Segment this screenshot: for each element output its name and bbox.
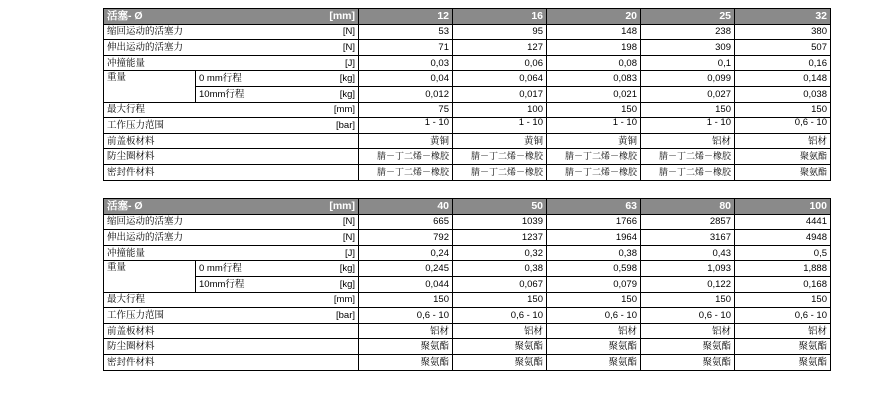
value-cell: 0,5 (735, 245, 831, 261)
value-cell: 0,245 (359, 261, 453, 277)
table-row (104, 149, 831, 165)
value-cell: 0,32 (453, 245, 547, 261)
value-cell: 1766 (547, 214, 641, 230)
value-cell: 0,064 (453, 71, 547, 87)
piston-diameter-label: 活塞- Ø (104, 199, 308, 215)
value-cell: 聚氨酯 (453, 339, 547, 355)
bore-size: 16 (453, 9, 547, 25)
value-cell: 腈－丁二烯－橡胶 (453, 164, 547, 180)
value-cell: 腈－丁二烯－橡胶 (641, 149, 735, 165)
bore-size: 32 (735, 9, 831, 25)
value-cell: 铝材 (547, 323, 641, 339)
unit-cell: [mm] (308, 292, 359, 308)
value-cell: 150 (359, 292, 453, 308)
value-cell: 黄铜 (453, 133, 547, 149)
value-cell: 0,38 (547, 245, 641, 261)
sub-label: 0 mm行程 (196, 71, 308, 87)
table-row (104, 40, 831, 56)
value-cell: 71 (359, 40, 453, 56)
value-cell: 1964 (547, 230, 641, 246)
row-label: 重量 (104, 261, 196, 292)
value-cell: 75 (359, 102, 453, 118)
value-cell: 4948 (735, 230, 831, 246)
table-row (104, 118, 831, 134)
unit-cell: [mm] (308, 199, 359, 215)
row-label: 前盖板材料 (104, 133, 308, 149)
value-cell: 1237 (453, 230, 547, 246)
value-cell: 黄铜 (359, 133, 453, 149)
spec-table-small-bores (103, 8, 831, 181)
bore-size: 20 (547, 9, 641, 25)
value-cell: 聚氨酯 (735, 164, 831, 180)
value-cell (547, 118, 641, 134)
unit-cell (308, 354, 359, 370)
row-label: 防尘圈材料 (104, 149, 308, 165)
unit-cell: [bar] (308, 308, 359, 324)
table-row (104, 308, 831, 324)
value-cell: 148 (547, 24, 641, 40)
value-text: 1 - 10 (518, 117, 543, 128)
value-cell: 聚氨酯 (641, 339, 735, 355)
value-cell: 0,1 (641, 55, 735, 71)
value-cell: 3167 (641, 230, 735, 246)
value-cell: 4441 (735, 214, 831, 230)
value-cell: 150 (547, 102, 641, 118)
table-row (104, 230, 831, 246)
sub-label: 10mm行程 (196, 276, 308, 292)
value-cell: 0,099 (641, 71, 735, 87)
value-cell: 0,021 (547, 86, 641, 102)
value-cell: 309 (641, 40, 735, 56)
unit-cell (308, 149, 359, 165)
value-cell: 150 (735, 102, 831, 118)
unit-cell: [J] (308, 245, 359, 261)
table-row (104, 55, 831, 71)
value-cell: 150 (641, 102, 735, 118)
value-cell: 53 (359, 24, 453, 40)
value-cell: 150 (453, 292, 547, 308)
value-cell: 0,017 (453, 86, 547, 102)
table-row (104, 292, 831, 308)
value-cell (641, 118, 735, 134)
bore-size: 80 (641, 199, 735, 215)
row-label: 密封件材料 (104, 354, 308, 370)
row-label: 伸出运动的活塞力 (104, 40, 308, 56)
value-cell: 腈－丁二烯－橡胶 (641, 164, 735, 180)
value-cell: 铝材 (641, 323, 735, 339)
value-cell: 238 (641, 24, 735, 40)
value-cell: 0,6 - 10 (547, 308, 641, 324)
value-cell: 0,079 (547, 276, 641, 292)
value-cell: 198 (547, 40, 641, 56)
row-label: 冲撞能量 (104, 245, 308, 261)
value-text: 1 - 10 (706, 117, 731, 128)
value-cell: 127 (453, 40, 547, 56)
value-cell: 0,012 (359, 86, 453, 102)
value-cell: 聚氨酯 (453, 354, 547, 370)
unit-cell: [N] (308, 24, 359, 40)
unit-cell: [N] (308, 214, 359, 230)
table-row (104, 245, 831, 261)
value-cell: 0,04 (359, 71, 453, 87)
unit-cell: [kg] (308, 276, 359, 292)
value-cell: 聚氨酯 (735, 339, 831, 355)
value-text: 1 - 10 (424, 117, 449, 128)
value-cell: 0,06 (453, 55, 547, 71)
row-label: 最大行程 (104, 102, 308, 118)
value-cell: 黄铜 (547, 133, 641, 149)
value-cell: 0,38 (453, 261, 547, 277)
table-row (104, 71, 831, 87)
table-row (104, 354, 831, 370)
value-cell: 聚氨酯 (547, 339, 641, 355)
value-cell: 2857 (641, 214, 735, 230)
bore-size: 100 (735, 199, 831, 215)
value-cell: 0,067 (453, 276, 547, 292)
row-label: 重量 (104, 71, 196, 102)
table-row (104, 339, 831, 355)
table-row (104, 164, 831, 180)
row-label: 最大行程 (104, 292, 308, 308)
row-label: 前盖板材料 (104, 323, 308, 339)
bore-size: 12 (359, 9, 453, 25)
value-cell: 0,044 (359, 276, 453, 292)
value-cell: 150 (547, 292, 641, 308)
value-cell: 0,598 (547, 261, 641, 277)
table-row (104, 102, 831, 118)
row-label: 伸出运动的活塞力 (104, 230, 308, 246)
value-cell: 聚氨酯 (735, 149, 831, 165)
value-cell: 铝材 (735, 323, 831, 339)
value-text: 1 - 10 (612, 117, 637, 128)
value-cell: 1039 (453, 214, 547, 230)
value-cell: 0,16 (735, 55, 831, 71)
value-cell: 0,6 - 10 (735, 308, 831, 324)
row-label: 缩回运动的活塞力 (104, 214, 308, 230)
piston-diameter-label: 活塞- Ø (104, 9, 308, 25)
unit-cell: [kg] (308, 71, 359, 87)
row-label: 工作压力范围 (104, 118, 308, 134)
sub-label: 0 mm行程 (196, 261, 308, 277)
unit-cell: [kg] (308, 86, 359, 102)
value-cell (453, 118, 547, 134)
sub-label: 10mm行程 (196, 86, 308, 102)
value-cell: 铝材 (453, 323, 547, 339)
unit-cell: [N] (308, 40, 359, 56)
value-cell: 95 (453, 24, 547, 40)
value-cell: 100 (453, 102, 547, 118)
table-row (104, 276, 831, 292)
value-cell: 腈－丁二烯－橡胶 (359, 149, 453, 165)
unit-cell: [mm] (308, 102, 359, 118)
row-label: 防尘圈材料 (104, 339, 308, 355)
unit-cell (308, 164, 359, 180)
value-cell: 0,6 - 10 (359, 308, 453, 324)
value-cell: 腈－丁二烯－橡胶 (453, 149, 547, 165)
value-cell: 聚氨酯 (547, 354, 641, 370)
unit-cell: [bar] (308, 118, 359, 134)
header-row (104, 9, 831, 25)
header-row (104, 199, 831, 215)
table-row (104, 86, 831, 102)
value-cell (359, 118, 453, 134)
value-cell: 0,027 (641, 86, 735, 102)
value-cell: 0,08 (547, 55, 641, 71)
table-row (104, 323, 831, 339)
bore-size: 40 (359, 199, 453, 215)
value-cell: 聚氨酯 (641, 354, 735, 370)
value-cell: 1,888 (735, 261, 831, 277)
bore-size: 25 (641, 9, 735, 25)
unit-cell: [N] (308, 230, 359, 246)
value-cell: 0,24 (359, 245, 453, 261)
value-cell: 1,093 (641, 261, 735, 277)
unit-cell: [kg] (308, 261, 359, 277)
value-cell: 380 (735, 24, 831, 40)
unit-cell (308, 339, 359, 355)
spec-table-large-bores (103, 198, 831, 371)
unit-cell (308, 133, 359, 149)
unit-cell: [mm] (308, 9, 359, 25)
table-row (104, 261, 831, 277)
value-cell: 0,43 (641, 245, 735, 261)
row-label: 密封件材料 (104, 164, 308, 180)
value-cell: 0,083 (547, 71, 641, 87)
value-cell: 腈－丁二烯－橡胶 (547, 149, 641, 165)
value-text: 0,6 - 10 (794, 117, 827, 128)
value-cell: 铝材 (359, 323, 453, 339)
value-cell: 0,03 (359, 55, 453, 71)
bore-size: 63 (547, 199, 641, 215)
row-label: 冲撞能量 (104, 55, 308, 71)
value-cell: 150 (735, 292, 831, 308)
value-cell: 聚氨酯 (735, 354, 831, 370)
value-cell: 150 (641, 292, 735, 308)
value-cell: 铝材 (641, 133, 735, 149)
table-row (104, 24, 831, 40)
bore-size: 50 (453, 199, 547, 215)
value-cell: 0,6 - 10 (641, 308, 735, 324)
value-cell: 665 (359, 214, 453, 230)
table-row (104, 214, 831, 230)
row-label: 缩回运动的活塞力 (104, 24, 308, 40)
value-cell: 792 (359, 230, 453, 246)
value-cell: 0,168 (735, 276, 831, 292)
table-row (104, 133, 831, 149)
value-cell: 0,038 (735, 86, 831, 102)
value-cell: 聚氨酯 (359, 339, 453, 355)
value-cell: 0,122 (641, 276, 735, 292)
unit-cell: [J] (308, 55, 359, 71)
value-cell: 聚氨酯 (359, 354, 453, 370)
value-cell: 0,6 - 10 (453, 308, 547, 324)
value-cell: 腈－丁二烯－橡胶 (547, 164, 641, 180)
row-label: 工作压力范围 (104, 308, 308, 324)
value-cell: 507 (735, 40, 831, 56)
value-cell: 腈－丁二烯－橡胶 (359, 164, 453, 180)
value-cell: 铝材 (735, 133, 831, 149)
value-cell (735, 118, 831, 134)
value-cell: 0,148 (735, 71, 831, 87)
unit-cell (308, 323, 359, 339)
